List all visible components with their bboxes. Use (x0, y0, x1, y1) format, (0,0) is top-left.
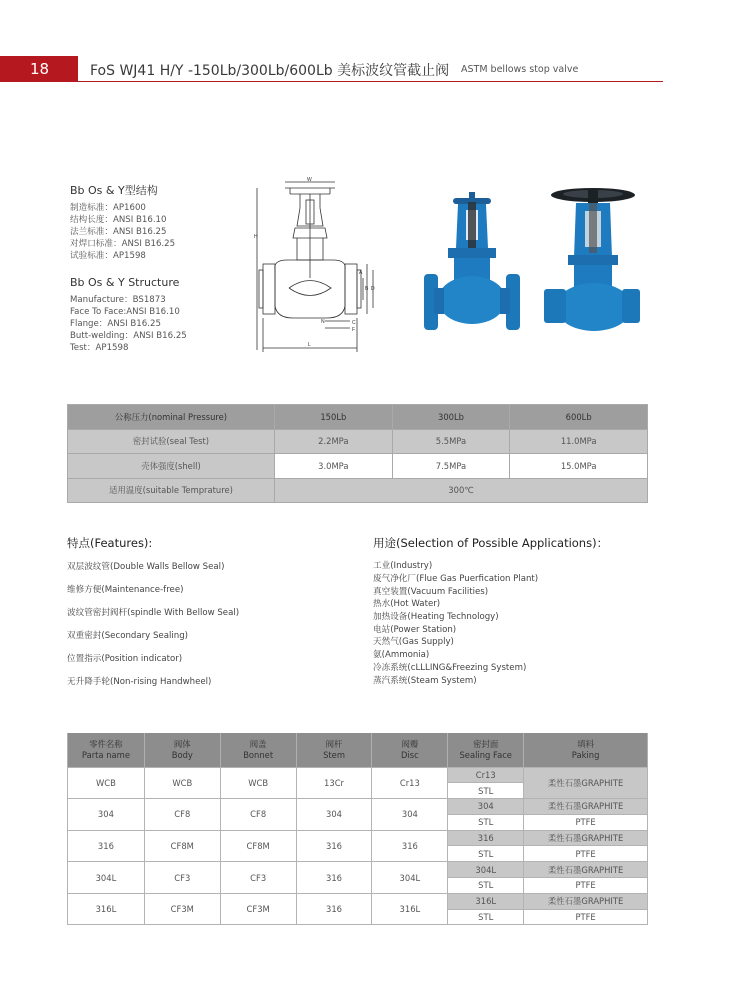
spec-line: 对焊口标准：ANSI B16.25 (70, 239, 176, 249)
application-item: 电站(Power Station) (373, 625, 457, 635)
feature-item: 双重密封(Secondary Sealing) (67, 631, 189, 641)
table-cell: 304 (296, 799, 372, 831)
table-cell: 300℃ (275, 478, 648, 503)
feature-item: 位置指示(Position indicator) (67, 654, 183, 664)
table-cell: PTFE (524, 846, 648, 862)
table-cell: 316 (296, 830, 372, 862)
table-cell: CF8 (144, 799, 220, 831)
application-item: 天然气(Gas Supply) (373, 637, 454, 647)
feature-item: 双层波纹管(Double Walls Bellow Seal) (67, 562, 225, 572)
table-row (68, 454, 648, 479)
table-cell: 柔性石墨GRAPHITE (524, 767, 648, 799)
table-cell: CF3 (220, 862, 296, 894)
table-cell: 316 (372, 830, 448, 862)
table-cell: 2.2MPa (275, 429, 393, 454)
table-cell: 316 (296, 862, 372, 894)
table-cell: WCB (220, 767, 296, 799)
table-cell: 316 (296, 893, 372, 925)
table-header-cell: 密封面 Sealing Face (448, 733, 524, 767)
dim-label-c: C (352, 320, 356, 326)
table-cell: 316L (372, 893, 448, 925)
table-cell: WCB (144, 767, 220, 799)
table-cell: STL (448, 783, 524, 799)
table-cell: 304 (448, 799, 524, 815)
table-header-cell: 600Lb (510, 405, 648, 430)
table-cell: STL (448, 909, 524, 925)
dim-label-h: H (254, 234, 258, 240)
table-cell: Cr13 (372, 767, 448, 799)
page-title: FoS WJ41 H/Y -150Lb/300Lb/600Lb 美标波纹管截止阀 (90, 63, 450, 79)
structure-en-heading: Bb Os & Y Structure (70, 276, 180, 289)
pressure-table-header (68, 405, 648, 430)
table-cell: WCB (68, 767, 145, 799)
table-cell: STL (448, 878, 524, 894)
dim-label-w: W (307, 177, 312, 183)
application-item: 冷冻系统(cLLLING&Freezing System) (373, 663, 527, 673)
table-cell: CF3M (220, 893, 296, 925)
application-item: 热水(Hot Water) (373, 599, 441, 609)
table-cell: 316 (448, 830, 524, 846)
table-cell: PTFE (524, 878, 648, 894)
table-cell: 柔性石墨GRAPHITE (524, 862, 648, 878)
table-cell: STL (448, 814, 524, 830)
table-row (68, 799, 648, 815)
table-row (68, 893, 648, 909)
table-header-cell: 填料 Paking (524, 733, 648, 767)
table-cell: 15.0MPa (510, 454, 648, 479)
table-header-cell: 阀盖 Bonnet (220, 733, 296, 767)
table-header-cell: 公称压力(nominal Pressure) (68, 405, 275, 430)
table-cell: 密封试验(seal Test) (68, 429, 275, 454)
table-row (68, 862, 648, 878)
application-item: 真空装置(Vacuum Facilities) (373, 587, 489, 597)
table-header-cell: 300Lb (392, 405, 510, 430)
table-cell: 壳体强度(shell) (68, 454, 275, 479)
table-cell: 柔性石墨GRAPHITE (524, 830, 648, 846)
table-cell: 304 (68, 799, 145, 831)
table-cell: PTFE (524, 909, 648, 925)
table-header-cell: 阀体 Body (144, 733, 220, 767)
table-cell: CF8M (144, 830, 220, 862)
features-heading: 特点(Features): (67, 536, 153, 550)
table-row (68, 478, 648, 503)
feature-item: 波纹管密封阀杆(spindle With Bellow Seal) (67, 608, 240, 618)
application-item: 加热设备(Heating Technology) (373, 612, 499, 622)
table-cell: CF3 (144, 862, 220, 894)
table-cell: 5.5MPa (392, 429, 510, 454)
buttweld-valve-photo (538, 185, 643, 340)
spec-line: 结构长度：ANSI B16.10 (70, 215, 167, 225)
material-table (67, 733, 648, 925)
applications-heading: 用途(Selection of Possible Applications)： (373, 536, 609, 550)
feature-item: 无升降手轮(Non-rising Handwheel) (67, 677, 212, 687)
header-divider (78, 81, 663, 82)
dim-label-l: L (308, 342, 311, 348)
pressure-table (67, 404, 648, 503)
table-header-cell: 零件名称 Parta name (68, 733, 145, 767)
table-cell: 适用温度(suitable Temprature) (68, 478, 275, 503)
table-header-cell: 阀杆 Stem (296, 733, 372, 767)
table-cell: 304L (372, 862, 448, 894)
table-row (68, 767, 648, 783)
table-header-cell: 150Lb (275, 405, 393, 430)
page-subtitle: ASTM bellows stop valve (461, 64, 579, 75)
spec-line: Butt-welding：ANSI B16.25 (70, 331, 187, 341)
table-cell: 304L (448, 862, 524, 878)
table-cell: CF3M (144, 893, 220, 925)
table-cell: PTFE (524, 814, 648, 830)
valve-section-drawing (255, 178, 380, 358)
dim-label-f: F (352, 327, 356, 333)
table-row (68, 830, 648, 846)
application-item: 氨(Ammonia) (373, 650, 430, 660)
table-cell: 11.0MPa (510, 429, 648, 454)
material-table-header (68, 733, 648, 767)
table-cell: CF8M (220, 830, 296, 862)
table-cell: 316 (68, 830, 145, 862)
page-number: 18 (0, 56, 78, 82)
dim-label-d: D (371, 286, 375, 292)
spec-line: Test：AP1598 (70, 343, 129, 353)
spec-line: Flange：ANSI B16.25 (70, 319, 161, 329)
table-cell: Cr13 (448, 767, 524, 783)
dim-label-a: A (359, 270, 363, 276)
table-cell: 柔性石墨GRAPHITE (524, 893, 648, 909)
application-item: 蒸汽系统(Steam System) (373, 676, 477, 686)
table-cell: STL (448, 846, 524, 862)
table-cell: 304L (68, 862, 145, 894)
table-header-cell: 阀瓣 Disc (372, 733, 448, 767)
table-cell: 3.0MPa (275, 454, 393, 479)
table-cell: 316L (448, 893, 524, 909)
spec-line: 法兰标准：ANSI B16.25 (70, 227, 167, 237)
dim-label-n: N (321, 319, 325, 325)
table-cell: 柔性石墨GRAPHITE (524, 799, 648, 815)
spec-line: 制造标准：AP1600 (70, 203, 146, 213)
table-row (68, 429, 648, 454)
dim-label-b: B (365, 286, 369, 292)
feature-item: 维修方便(Maintenance-free) (67, 585, 184, 595)
spec-line: Face To Face:ANSI B16.10 (70, 307, 180, 317)
table-cell: 304 (372, 799, 448, 831)
spec-line: 试验标准：AP1598 (70, 251, 146, 261)
application-item: 废气净化厂(Flue Gas Puerfication Plant) (373, 574, 539, 584)
spec-line: Manufacture：BS1873 (70, 295, 166, 305)
structure-cn-heading: Bb Os & Y型结构 (70, 184, 158, 197)
table-cell: 13Cr (296, 767, 372, 799)
table-cell: CF8 (220, 799, 296, 831)
table-cell: 7.5MPa (392, 454, 510, 479)
application-item: 工业(Industry) (373, 561, 433, 571)
flanged-valve-photo (420, 188, 520, 338)
table-cell: 316L (68, 893, 145, 925)
